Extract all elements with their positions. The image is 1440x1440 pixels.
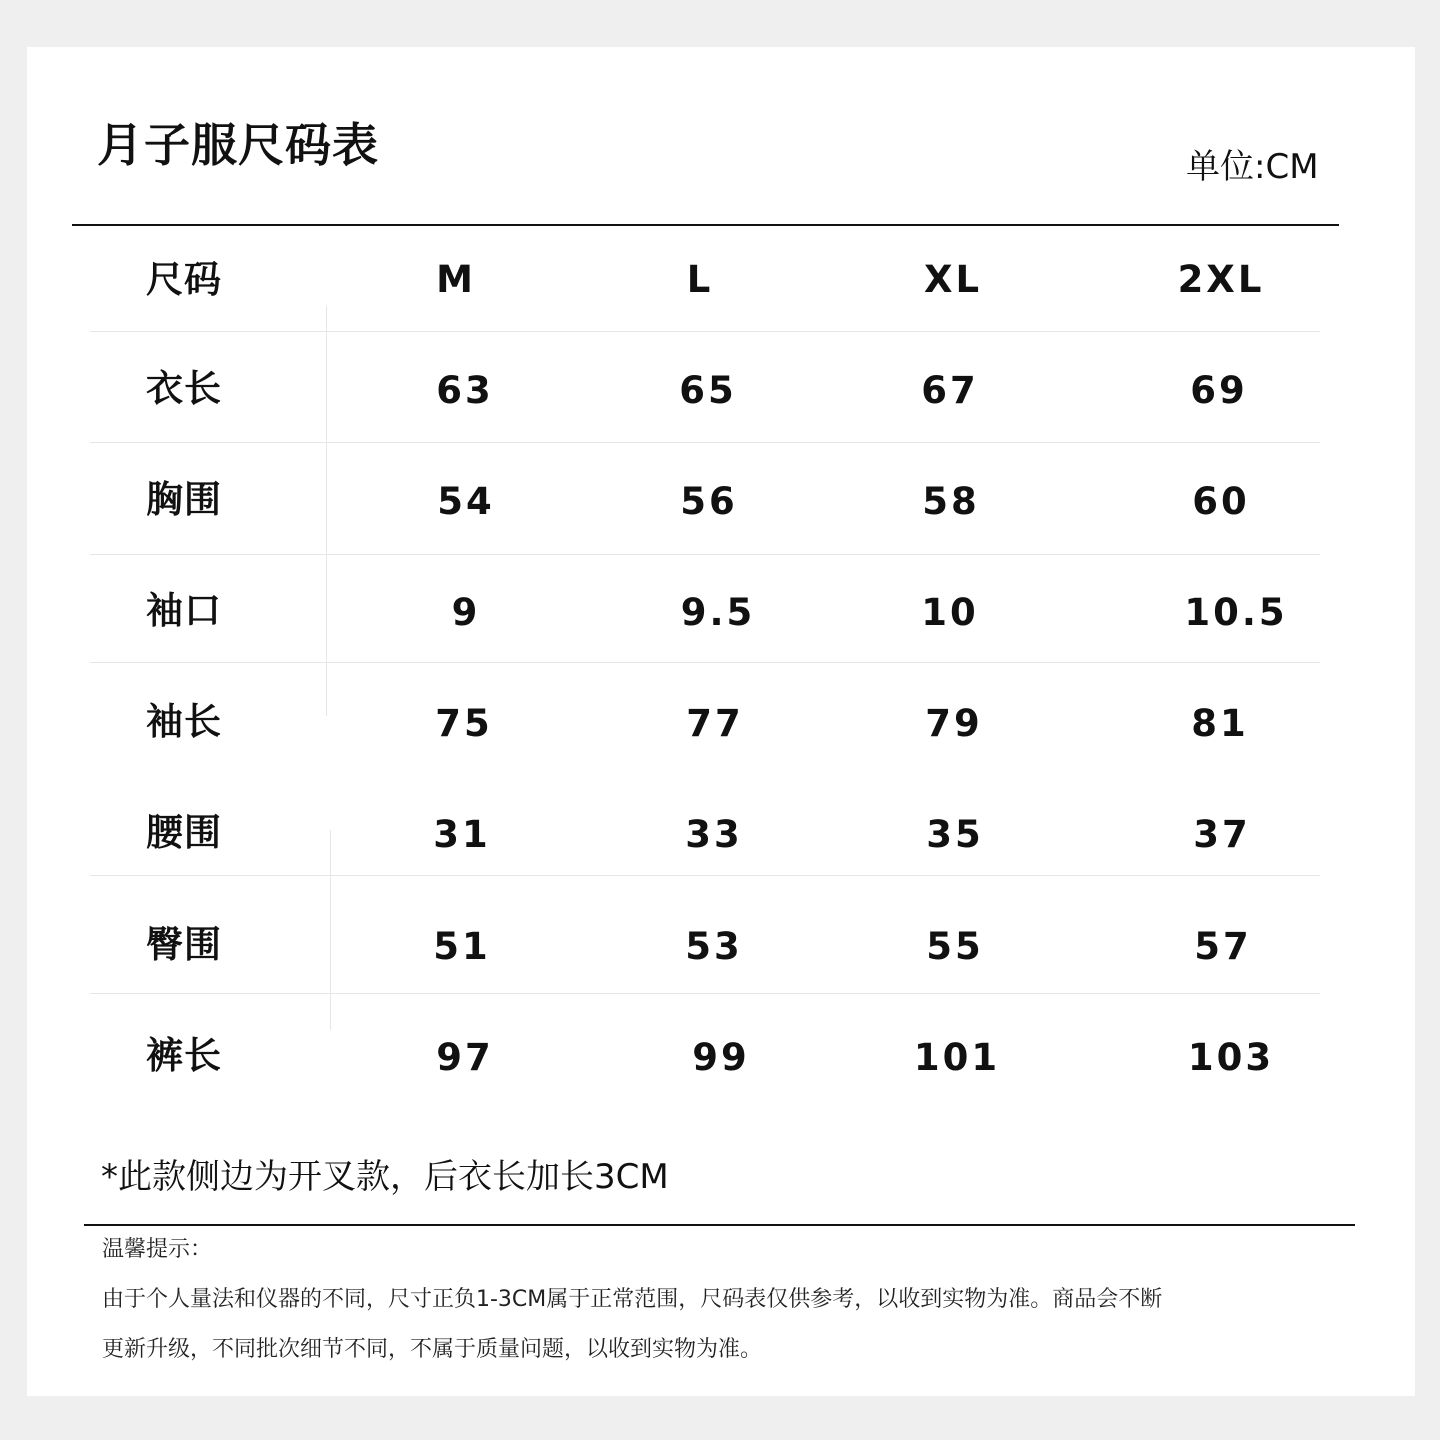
table-cell: 10 xyxy=(921,591,979,634)
table-cell: 31 xyxy=(433,813,491,856)
table-cell: 97 xyxy=(436,1036,494,1079)
row-label-cuff: 袖口 xyxy=(146,589,222,632)
row-label-sleeve-length: 袖长 xyxy=(146,700,222,743)
tips-heading: 温馨提示： xyxy=(102,1237,213,1262)
row-divider xyxy=(90,993,1320,994)
table-cell: 53 xyxy=(685,925,743,968)
table-cell: 55 xyxy=(926,925,984,968)
row-label-length: 衣长 xyxy=(146,367,222,410)
size-header-label: 尺码 xyxy=(146,258,222,301)
table-cell: 10.5 xyxy=(1184,591,1288,634)
table-cell: 65 xyxy=(679,369,737,412)
table-cell: 103 xyxy=(1187,1036,1275,1079)
tips-line-2: 更新升级，不同批次细节不同，不属于质量问题，以收到实物为准。 xyxy=(102,1337,763,1362)
size-header-m: M xyxy=(436,258,476,301)
table-cell: 37 xyxy=(1193,813,1251,856)
table-cell: 75 xyxy=(435,702,493,745)
table-cell: 9 xyxy=(451,591,481,634)
page-title: 月子服尺码表 xyxy=(97,118,379,172)
table-cell: 58 xyxy=(922,480,980,523)
column-divider xyxy=(326,306,327,716)
table-cell: 69 xyxy=(1190,369,1248,412)
table-cell: 33 xyxy=(685,813,743,856)
row-label-pants-length: 裤长 xyxy=(146,1034,222,1077)
table-cell: 9.5 xyxy=(680,591,756,634)
table-cell: 57 xyxy=(1194,925,1252,968)
tips-line-1: 由于个人量法和仪器的不同，尺寸正负1-3CM属于正常范围，尺码表仅供参考，以收到实物为准。商品会不断 xyxy=(102,1287,1163,1312)
row-label-waist: 腰围 xyxy=(146,811,222,854)
size-header-l: L xyxy=(686,258,714,301)
table-cell: 81 xyxy=(1191,702,1249,745)
row-divider xyxy=(90,554,1320,555)
table-cell: 35 xyxy=(926,813,984,856)
row-divider xyxy=(90,331,1320,332)
row-divider xyxy=(90,442,1320,443)
table-cell: 60 xyxy=(1192,480,1250,523)
size-header-xl: XL xyxy=(923,258,983,301)
size-header-2xl: 2XL xyxy=(1177,258,1265,301)
header-divider xyxy=(72,224,1339,226)
style-note: *此款侧边为开叉款，后衣长加长3CM xyxy=(101,1157,669,1197)
table-cell: 99 xyxy=(692,1036,750,1079)
table-cell: 54 xyxy=(437,480,495,523)
row-label-hip: 臀围 xyxy=(146,923,222,966)
table-cell: 56 xyxy=(680,480,738,523)
unit-label: 单位:CM xyxy=(1186,147,1319,187)
row-divider xyxy=(90,875,1320,876)
row-label-chest: 胸围 xyxy=(146,478,222,521)
column-divider xyxy=(330,830,331,1030)
table-cell: 51 xyxy=(433,925,491,968)
table-cell: 101 xyxy=(913,1036,1001,1079)
table-cell: 67 xyxy=(921,369,979,412)
table-cell: 79 xyxy=(925,702,983,745)
footer-divider xyxy=(84,1224,1355,1226)
table-cell: 77 xyxy=(686,702,744,745)
table-cell: 63 xyxy=(436,369,494,412)
row-divider xyxy=(90,662,1320,663)
